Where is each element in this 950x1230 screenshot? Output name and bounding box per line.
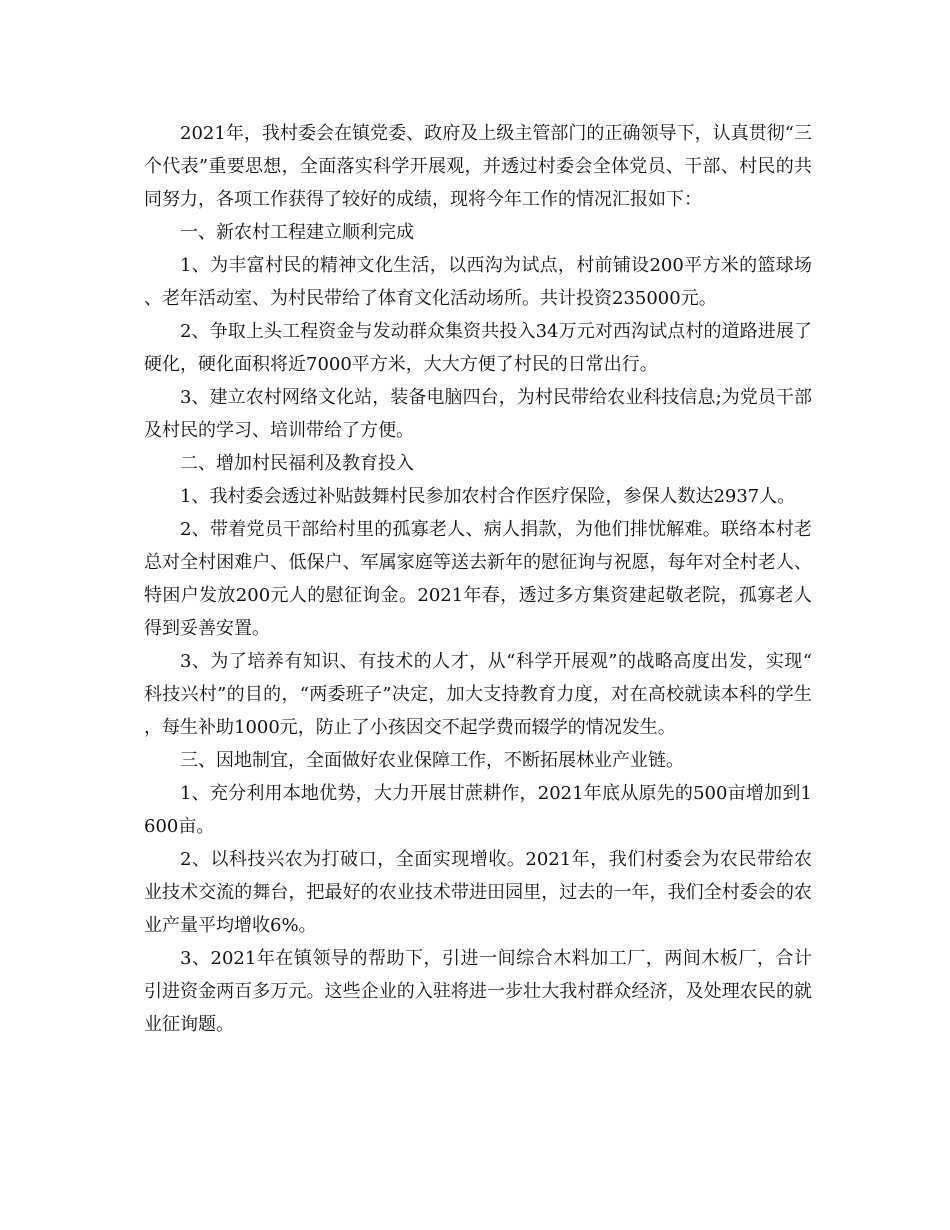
document-body xyxy=(144,117,812,1041)
paragraph-1-2: 2、争取上头工程资金与发动群众集资共投入34万元对西沟试点村的道路进展了硬化，硬化面积将近7000平方米，大大方便了村民的日常出行。 xyxy=(144,321,812,375)
paragraph-3-1: 1、充分利用本地优势，大力开展甘蔗耕作，2021年底从原先的500亩增加到1600亩。 xyxy=(144,783,812,837)
paragraph-1-3: 3、建立农村网络文化站，装备电脑四台，为村民带给农业科技信息;为党员干部及村民的学习、培训带给了方便。 xyxy=(144,387,812,441)
paragraph-3-2: 2、以科技兴农为打破口，全面实现增收。2021年，我们村委会为农民带给农业技术交流的舞台，把最好的农业技术带进田园里，过去的一年，我们全村委会的农业产量平均增收6%。 xyxy=(144,849,812,936)
section-heading-3: 三、因地制宜，全面做好农业保障工作，不断拓展林业产业链。 xyxy=(180,750,684,771)
section-heading-2: 二、增加村民福利及教育投入 xyxy=(180,453,414,474)
paragraph-2-1: 1、我村委会透过补贴鼓舞村民参加农村合作医疗保险，参保人数达2937人。 xyxy=(180,486,796,507)
paragraph-1-1: 1、为丰富村民的精神文化生活，以西沟为试点，村前铺设200平方米的篮球场、老年活动室、为村民带给了体育文化活动场所。共计投资235000元。 xyxy=(144,255,812,309)
intro-paragraph: 2021年，我村委会在镇党委、政府及上级主管部门的正确领导下，认真贯彻“三个代表”重要思想，全面落实科学开展观，并透过村委会全体党员、干部、村民的共同努力，各项工作获得了较好的成绩，现将今年工作的情况汇报如下： xyxy=(144,123,812,210)
paragraph-3-3: 3、2021年在镇领导的帮助下，引进一间综合木料加工厂，两间木板厂，合计引进资金两百多万元。这些企业的入驻将进一步壮大我村群众经济，及处理农民的就业征询题。 xyxy=(144,948,812,1035)
section-heading-1: 一、新农村工程建立顺利完成 xyxy=(180,222,414,243)
paragraph-2-3: 3、为了培养有知识、有技术的人才，从“科学开展观”的战略高度出发，实现“科技兴村”的目的，“两委班子”决定，加大支持教育力度，对在高校就读本科的学生，每生补助1000元，防止了小孩因交不起学费而辍学的情况发生。 xyxy=(144,651,812,738)
paragraph-2-2: 2、带着党员干部给村里的孤寡老人、病人捐款，为他们排忧解难。联络本村老总对全村困难户、低保户、军属家庭等送去新年的慰征询与祝愿，每年对全村老人、特困户发放200元人的慰征询金。2021年春，透过多方集资建起敬老院，孤寡老人得到妥善安置。 xyxy=(144,519,812,639)
